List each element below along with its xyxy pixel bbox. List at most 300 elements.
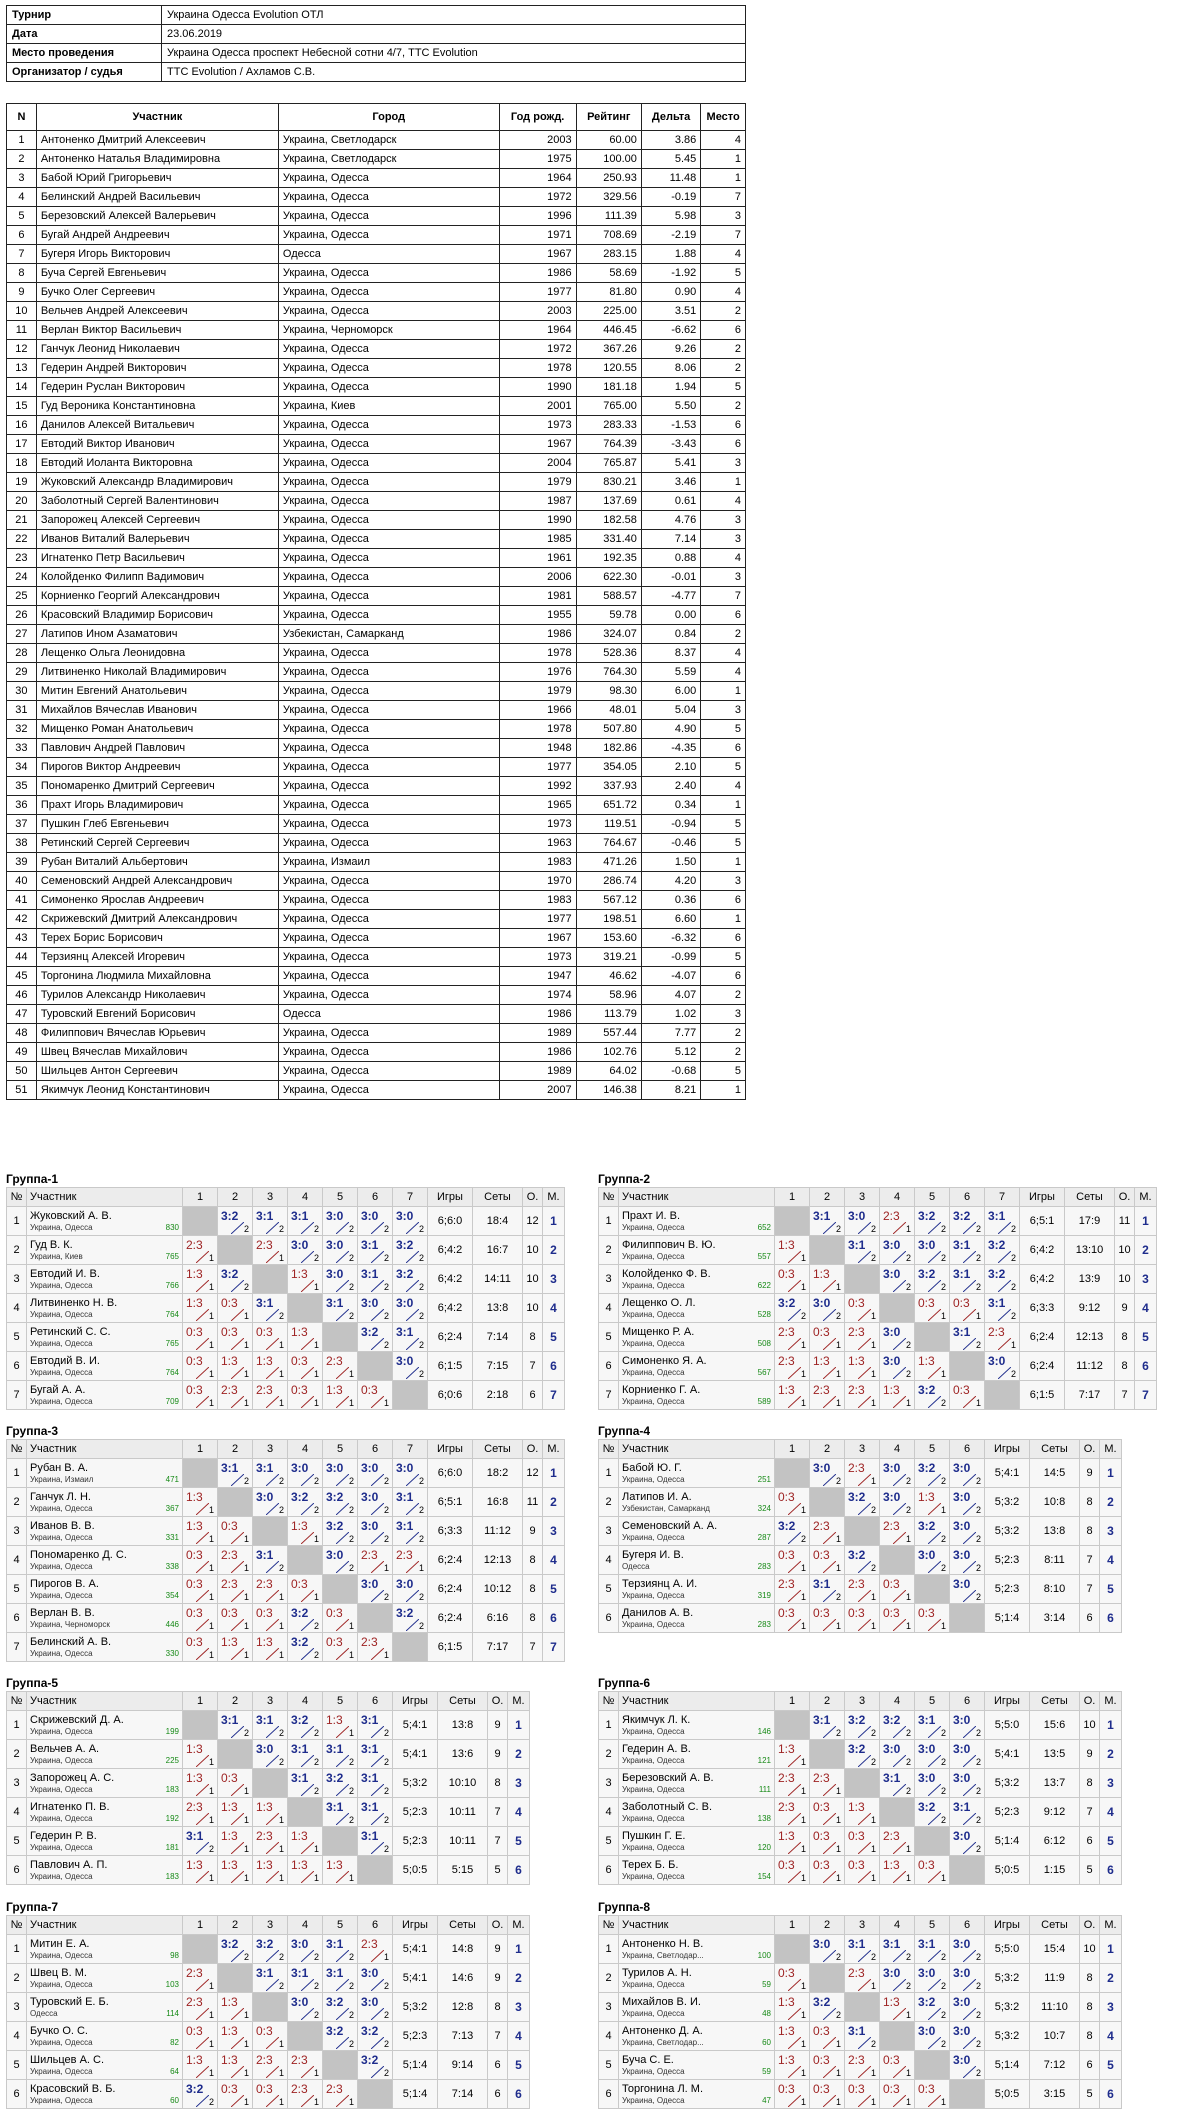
participant-name[interactable]: Березовский А. В. xyxy=(622,1771,714,1784)
match-result-cell[interactable] xyxy=(880,2051,915,2080)
match-result-cell[interactable] xyxy=(358,1381,393,1410)
match-result-cell[interactable] xyxy=(775,1352,810,1381)
match-result-cell[interactable] xyxy=(810,1381,845,1410)
participant-name[interactable]: Жуковский А. В. xyxy=(30,1209,112,1222)
match-result-cell[interactable] xyxy=(775,1294,810,1323)
match-result-cell[interactable] xyxy=(775,1604,810,1633)
match-result-cell[interactable] xyxy=(218,1633,253,1662)
match-result-cell[interactable] xyxy=(775,1323,810,1352)
participant-name[interactable]: Швец В. М. xyxy=(30,1966,87,1979)
match-result-cell[interactable] xyxy=(915,1798,950,1827)
match-result-cell[interactable] xyxy=(845,1546,880,1575)
match-result-cell[interactable] xyxy=(880,1517,915,1546)
match-result-cell[interactable] xyxy=(288,2080,323,2109)
match-result-cell[interactable] xyxy=(183,1856,218,1885)
match-result-cell[interactable] xyxy=(358,1575,393,1604)
match-result-cell[interactable] xyxy=(915,1265,950,1294)
match-result-cell[interactable] xyxy=(253,1207,288,1236)
match-result-cell[interactable] xyxy=(845,1964,880,1993)
match-result-cell[interactable] xyxy=(845,1459,880,1488)
match-result-cell[interactable] xyxy=(880,1575,915,1604)
match-result-cell[interactable] xyxy=(915,1381,950,1410)
participant-name[interactable]: Скрижевский Д. А. xyxy=(30,1713,124,1726)
match-result-cell[interactable] xyxy=(880,2080,915,2109)
match-result-cell[interactable] xyxy=(288,1993,323,2022)
match-result-cell[interactable] xyxy=(393,1352,428,1381)
participant-name[interactable]: Евтодий И. В. xyxy=(30,1267,100,1280)
match-result-cell[interactable] xyxy=(253,1294,288,1323)
match-result-cell[interactable] xyxy=(288,1633,323,1662)
match-result-cell[interactable] xyxy=(950,1381,985,1410)
match-result-cell[interactable] xyxy=(810,1265,845,1294)
match-result-cell[interactable] xyxy=(323,1488,358,1517)
participant-name[interactable]: Верлан В. В. xyxy=(30,1606,95,1619)
match-result-cell[interactable] xyxy=(810,1294,845,1323)
match-result-cell[interactable] xyxy=(393,1323,428,1352)
match-result-cell[interactable] xyxy=(288,1769,323,1798)
participant-name[interactable]: Терех Б. Б. xyxy=(622,1858,679,1871)
match-result-cell[interactable] xyxy=(880,1711,915,1740)
match-result-cell[interactable] xyxy=(880,1827,915,1856)
match-result-cell[interactable] xyxy=(218,1323,253,1352)
match-result-cell[interactable] xyxy=(810,1856,845,1885)
match-result-cell[interactable] xyxy=(845,2051,880,2080)
match-result-cell[interactable] xyxy=(880,1993,915,2022)
match-result-cell[interactable] xyxy=(183,1381,218,1410)
participant-name[interactable]: Бабой Ю. Г. xyxy=(622,1461,682,1474)
match-result-cell[interactable] xyxy=(183,1827,218,1856)
match-result-cell[interactable] xyxy=(323,1993,358,2022)
match-result-cell[interactable] xyxy=(323,1604,358,1633)
match-result-cell[interactable] xyxy=(253,1323,288,1352)
match-result-cell[interactable] xyxy=(358,1798,393,1827)
match-result-cell[interactable] xyxy=(218,1575,253,1604)
match-result-cell[interactable] xyxy=(810,1993,845,2022)
match-result-cell[interactable] xyxy=(810,1546,845,1575)
match-result-cell[interactable] xyxy=(323,2080,358,2109)
match-result-cell[interactable] xyxy=(950,1265,985,1294)
match-result-cell[interactable] xyxy=(323,1352,358,1381)
match-result-cell[interactable] xyxy=(915,1604,950,1633)
match-result-cell[interactable] xyxy=(985,1236,1020,1265)
match-result-cell[interactable] xyxy=(393,1459,428,1488)
match-result-cell[interactable] xyxy=(323,1935,358,1964)
match-result-cell[interactable] xyxy=(358,1633,393,1662)
participant-name[interactable]: Белинский А. В. xyxy=(30,1635,112,1648)
match-result-cell[interactable] xyxy=(915,1740,950,1769)
match-result-cell[interactable] xyxy=(845,1575,880,1604)
participant-name[interactable]: Заболотный С. В. xyxy=(622,1800,713,1813)
match-result-cell[interactable] xyxy=(183,1633,218,1662)
match-result-cell[interactable] xyxy=(915,1459,950,1488)
participant-name[interactable]: Вельчев А. А. xyxy=(30,1742,100,1755)
match-result-cell[interactable] xyxy=(288,1711,323,1740)
match-result-cell[interactable] xyxy=(218,1935,253,1964)
match-result-cell[interactable] xyxy=(218,1827,253,1856)
match-result-cell[interactable] xyxy=(358,1964,393,1993)
match-result-cell[interactable] xyxy=(775,1236,810,1265)
match-result-cell[interactable] xyxy=(810,1604,845,1633)
match-result-cell[interactable] xyxy=(183,2022,218,2051)
participant-name[interactable]: Данилов А. В. xyxy=(622,1606,694,1619)
participant-name[interactable]: Терзиянц А. И. xyxy=(622,1577,698,1590)
match-result-cell[interactable] xyxy=(950,1236,985,1265)
match-result-cell[interactable] xyxy=(183,2051,218,2080)
match-result-cell[interactable] xyxy=(358,1323,393,1352)
match-result-cell[interactable] xyxy=(880,1740,915,1769)
match-result-cell[interactable] xyxy=(880,1323,915,1352)
match-result-cell[interactable] xyxy=(393,1236,428,1265)
match-result-cell[interactable] xyxy=(880,1604,915,1633)
match-result-cell[interactable] xyxy=(288,1381,323,1410)
match-result-cell[interactable] xyxy=(880,1236,915,1265)
participant-name[interactable]: Рубан В. А. xyxy=(30,1461,89,1474)
match-result-cell[interactable] xyxy=(775,1740,810,1769)
participant-name[interactable]: Евтодий В. И. xyxy=(30,1354,100,1367)
match-result-cell[interactable] xyxy=(845,2080,880,2109)
match-result-cell[interactable] xyxy=(880,1856,915,1885)
match-result-cell[interactable] xyxy=(358,1740,393,1769)
match-result-cell[interactable] xyxy=(880,1488,915,1517)
match-result-cell[interactable] xyxy=(253,1604,288,1633)
participant-name[interactable]: Пономаренко Д. С. xyxy=(30,1548,127,1561)
match-result-cell[interactable] xyxy=(810,1798,845,1827)
match-result-cell[interactable] xyxy=(253,1827,288,1856)
match-result-cell[interactable] xyxy=(288,1740,323,1769)
match-result-cell[interactable] xyxy=(915,1993,950,2022)
match-result-cell[interactable] xyxy=(845,1352,880,1381)
participant-name[interactable]: Гедерин А. В. xyxy=(622,1742,691,1755)
match-result-cell[interactable] xyxy=(183,1769,218,1798)
match-result-cell[interactable] xyxy=(218,1459,253,1488)
match-result-cell[interactable] xyxy=(288,1517,323,1546)
match-result-cell[interactable] xyxy=(358,2022,393,2051)
match-result-cell[interactable] xyxy=(323,1769,358,1798)
match-result-cell[interactable] xyxy=(288,1856,323,1885)
match-result-cell[interactable] xyxy=(358,1236,393,1265)
match-result-cell[interactable] xyxy=(775,1993,810,2022)
match-result-cell[interactable] xyxy=(950,1711,985,1740)
participant-name[interactable]: Буча С. Е. xyxy=(622,2053,674,2066)
match-result-cell[interactable] xyxy=(218,1381,253,1410)
match-result-cell[interactable] xyxy=(393,1575,428,1604)
match-result-cell[interactable] xyxy=(253,1633,288,1662)
match-result-cell[interactable] xyxy=(915,1207,950,1236)
match-result-cell[interactable] xyxy=(775,2051,810,2080)
match-result-cell[interactable] xyxy=(810,2051,845,2080)
match-result-cell[interactable] xyxy=(323,1964,358,1993)
match-result-cell[interactable] xyxy=(218,1711,253,1740)
match-result-cell[interactable] xyxy=(775,1575,810,1604)
match-result-cell[interactable] xyxy=(358,1827,393,1856)
match-result-cell[interactable] xyxy=(393,1265,428,1294)
match-result-cell[interactable] xyxy=(183,1993,218,2022)
match-result-cell[interactable] xyxy=(253,1798,288,1827)
match-result-cell[interactable] xyxy=(323,1856,358,1885)
match-result-cell[interactable] xyxy=(253,1546,288,1575)
participant-name[interactable]: Колойденко Ф. В. xyxy=(622,1267,711,1280)
match-result-cell[interactable] xyxy=(810,1207,845,1236)
match-result-cell[interactable] xyxy=(288,1935,323,1964)
match-result-cell[interactable] xyxy=(323,1711,358,1740)
participant-name[interactable]: Прахт И. В. xyxy=(622,1209,681,1222)
match-result-cell[interactable] xyxy=(323,1236,358,1265)
match-result-cell[interactable] xyxy=(845,1236,880,1265)
match-result-cell[interactable] xyxy=(288,1236,323,1265)
participant-name[interactable]: Мищенко Р. А. xyxy=(622,1325,695,1338)
match-result-cell[interactable] xyxy=(810,1575,845,1604)
match-result-cell[interactable] xyxy=(288,2051,323,2080)
participant-name[interactable]: Бугеря И. В. xyxy=(622,1548,684,1561)
match-result-cell[interactable] xyxy=(358,1935,393,1964)
match-result-cell[interactable] xyxy=(915,1964,950,1993)
match-result-cell[interactable] xyxy=(358,1711,393,1740)
match-result-cell[interactable] xyxy=(183,1546,218,1575)
match-result-cell[interactable] xyxy=(775,1488,810,1517)
match-result-cell[interactable] xyxy=(393,1517,428,1546)
participant-name[interactable]: Михайлов В. И. xyxy=(622,1995,701,2008)
match-result-cell[interactable] xyxy=(775,1769,810,1798)
match-result-cell[interactable] xyxy=(985,1352,1020,1381)
match-result-cell[interactable] xyxy=(845,1207,880,1236)
match-result-cell[interactable] xyxy=(845,1604,880,1633)
match-result-cell[interactable] xyxy=(288,1459,323,1488)
match-result-cell[interactable] xyxy=(880,1935,915,1964)
participant-name[interactable]: Иванов В. В. xyxy=(30,1519,95,1532)
match-result-cell[interactable] xyxy=(253,1964,288,1993)
match-result-cell[interactable] xyxy=(288,1265,323,1294)
match-result-cell[interactable] xyxy=(183,1964,218,1993)
match-result-cell[interactable] xyxy=(915,1352,950,1381)
match-result-cell[interactable] xyxy=(810,1935,845,1964)
match-result-cell[interactable] xyxy=(880,1207,915,1236)
match-result-cell[interactable] xyxy=(950,1964,985,1993)
match-result-cell[interactable] xyxy=(985,1294,1020,1323)
match-result-cell[interactable] xyxy=(950,1546,985,1575)
match-result-cell[interactable] xyxy=(253,1740,288,1769)
match-result-cell[interactable] xyxy=(950,1798,985,1827)
match-result-cell[interactable] xyxy=(985,1265,1020,1294)
participant-name[interactable]: Митин Е. А. xyxy=(30,1937,90,1950)
match-result-cell[interactable] xyxy=(950,1740,985,1769)
match-result-cell[interactable] xyxy=(880,1769,915,1798)
match-result-cell[interactable] xyxy=(915,1517,950,1546)
match-result-cell[interactable] xyxy=(880,1964,915,1993)
match-result-cell[interactable] xyxy=(845,1856,880,1885)
match-result-cell[interactable] xyxy=(810,2022,845,2051)
match-result-cell[interactable] xyxy=(323,1633,358,1662)
match-result-cell[interactable] xyxy=(915,1935,950,1964)
participant-name[interactable]: Ретинский С. С. xyxy=(30,1325,111,1338)
match-result-cell[interactable] xyxy=(358,1546,393,1575)
match-result-cell[interactable] xyxy=(915,1769,950,1798)
participant-name[interactable]: Павлович А. П. xyxy=(30,1858,108,1871)
participant-name[interactable]: Игнатенко П. В. xyxy=(30,1800,110,1813)
match-result-cell[interactable] xyxy=(358,1769,393,1798)
participant-name[interactable]: Лещенко О. Л. xyxy=(622,1296,696,1309)
match-result-cell[interactable] xyxy=(880,1352,915,1381)
match-result-cell[interactable] xyxy=(810,1769,845,1798)
match-result-cell[interactable] xyxy=(183,1604,218,1633)
match-result-cell[interactable] xyxy=(253,1459,288,1488)
match-result-cell[interactable] xyxy=(323,1517,358,1546)
participant-name[interactable]: Запорожец А. С. xyxy=(30,1771,115,1784)
match-result-cell[interactable] xyxy=(358,2051,393,2080)
match-result-cell[interactable] xyxy=(253,1236,288,1265)
match-result-cell[interactable] xyxy=(810,1459,845,1488)
match-result-cell[interactable] xyxy=(218,1769,253,1798)
match-result-cell[interactable] xyxy=(183,1488,218,1517)
match-result-cell[interactable] xyxy=(253,1856,288,1885)
match-result-cell[interactable] xyxy=(253,2022,288,2051)
participant-name[interactable]: Антоненко Д. А. xyxy=(622,2024,703,2037)
match-result-cell[interactable] xyxy=(218,1207,253,1236)
match-result-cell[interactable] xyxy=(845,1827,880,1856)
match-result-cell[interactable] xyxy=(810,1517,845,1546)
participant-name[interactable]: Литвиненко Н. В. xyxy=(30,1296,118,1309)
match-result-cell[interactable] xyxy=(985,1207,1020,1236)
match-result-cell[interactable] xyxy=(845,1740,880,1769)
match-result-cell[interactable] xyxy=(218,1856,253,1885)
match-result-cell[interactable] xyxy=(845,1798,880,1827)
match-result-cell[interactable] xyxy=(183,2080,218,2109)
match-result-cell[interactable] xyxy=(775,1265,810,1294)
match-result-cell[interactable] xyxy=(775,1827,810,1856)
match-result-cell[interactable] xyxy=(358,1459,393,1488)
match-result-cell[interactable] xyxy=(218,1352,253,1381)
match-result-cell[interactable] xyxy=(915,1546,950,1575)
participant-name[interactable]: Гуд В. К. xyxy=(30,1238,73,1251)
match-result-cell[interactable] xyxy=(915,1488,950,1517)
participant-name[interactable]: Торгонина Л. М. xyxy=(622,2082,704,2095)
match-result-cell[interactable] xyxy=(253,1575,288,1604)
match-result-cell[interactable] xyxy=(253,1381,288,1410)
participant-name[interactable]: Гедерин Р. В. xyxy=(30,1829,97,1842)
match-result-cell[interactable] xyxy=(218,2080,253,2109)
match-result-cell[interactable] xyxy=(288,1575,323,1604)
match-result-cell[interactable] xyxy=(915,2022,950,2051)
match-result-cell[interactable] xyxy=(358,1294,393,1323)
match-result-cell[interactable] xyxy=(358,1517,393,1546)
match-result-cell[interactable] xyxy=(218,1604,253,1633)
match-result-cell[interactable] xyxy=(393,1546,428,1575)
match-result-cell[interactable] xyxy=(183,1740,218,1769)
match-result-cell[interactable] xyxy=(218,1265,253,1294)
match-result-cell[interactable] xyxy=(810,1827,845,1856)
match-result-cell[interactable] xyxy=(985,1323,1020,1352)
participant-name[interactable]: Симоненко Я. А. xyxy=(622,1354,707,1367)
match-result-cell[interactable] xyxy=(288,1827,323,1856)
match-result-cell[interactable] xyxy=(950,1935,985,1964)
match-result-cell[interactable] xyxy=(775,1964,810,1993)
participant-name[interactable]: Пирогов В. А. xyxy=(30,1577,99,1590)
match-result-cell[interactable] xyxy=(775,1546,810,1575)
match-result-cell[interactable] xyxy=(775,1798,810,1827)
match-result-cell[interactable] xyxy=(253,2051,288,2080)
match-result-cell[interactable] xyxy=(218,1517,253,1546)
match-result-cell[interactable] xyxy=(393,1604,428,1633)
match-result-cell[interactable] xyxy=(880,1459,915,1488)
match-result-cell[interactable] xyxy=(810,1352,845,1381)
match-result-cell[interactable] xyxy=(950,1575,985,1604)
match-result-cell[interactable] xyxy=(950,1517,985,1546)
match-result-cell[interactable] xyxy=(810,1323,845,1352)
match-result-cell[interactable] xyxy=(253,2080,288,2109)
match-result-cell[interactable] xyxy=(915,1856,950,1885)
match-result-cell[interactable] xyxy=(183,1517,218,1546)
match-result-cell[interactable] xyxy=(358,1993,393,2022)
match-result-cell[interactable] xyxy=(810,1711,845,1740)
participant-name[interactable]: Пушкин Г. Е. xyxy=(622,1829,686,1842)
match-result-cell[interactable] xyxy=(218,1546,253,1575)
match-result-cell[interactable] xyxy=(323,1207,358,1236)
match-result-cell[interactable] xyxy=(183,1352,218,1381)
match-result-cell[interactable] xyxy=(915,1711,950,1740)
match-result-cell[interactable] xyxy=(218,1993,253,2022)
match-result-cell[interactable] xyxy=(323,1740,358,1769)
match-result-cell[interactable] xyxy=(253,1711,288,1740)
match-result-cell[interactable] xyxy=(323,1294,358,1323)
match-result-cell[interactable] xyxy=(288,1604,323,1633)
match-result-cell[interactable] xyxy=(845,1381,880,1410)
match-result-cell[interactable] xyxy=(845,2022,880,2051)
match-result-cell[interactable] xyxy=(323,1546,358,1575)
match-result-cell[interactable] xyxy=(915,1294,950,1323)
participant-name[interactable]: Шильцев А. С. xyxy=(30,2053,105,2066)
match-result-cell[interactable] xyxy=(845,1323,880,1352)
match-result-cell[interactable] xyxy=(358,1488,393,1517)
match-result-cell[interactable] xyxy=(253,1352,288,1381)
participant-name[interactable]: Ганчук Л. Н. xyxy=(30,1490,91,1503)
match-result-cell[interactable] xyxy=(358,1265,393,1294)
participant-name[interactable]: Латипов И. А. xyxy=(622,1490,692,1503)
match-result-cell[interactable] xyxy=(950,1207,985,1236)
participant-name[interactable]: Семеновский А. А. xyxy=(622,1519,718,1532)
match-result-cell[interactable] xyxy=(950,1459,985,1488)
match-result-cell[interactable] xyxy=(323,1381,358,1410)
participant-name[interactable]: Антоненко Н. В. xyxy=(622,1937,704,1950)
match-result-cell[interactable] xyxy=(288,1207,323,1236)
match-result-cell[interactable] xyxy=(845,1294,880,1323)
match-result-cell[interactable] xyxy=(183,1798,218,1827)
match-result-cell[interactable] xyxy=(950,1323,985,1352)
match-result-cell[interactable] xyxy=(950,1993,985,2022)
participant-name[interactable]: Туровский Е. Б. xyxy=(30,1995,109,2008)
participant-name[interactable]: Корниенко Г. А. xyxy=(622,1383,701,1396)
match-result-cell[interactable] xyxy=(845,1488,880,1517)
match-result-cell[interactable] xyxy=(323,1798,358,1827)
match-result-cell[interactable] xyxy=(288,1352,323,1381)
match-result-cell[interactable] xyxy=(358,1207,393,1236)
match-result-cell[interactable] xyxy=(950,1488,985,1517)
match-result-cell[interactable] xyxy=(775,2080,810,2109)
match-result-cell[interactable] xyxy=(183,1265,218,1294)
match-result-cell[interactable] xyxy=(183,1294,218,1323)
match-result-cell[interactable] xyxy=(218,2051,253,2080)
match-result-cell[interactable] xyxy=(253,1935,288,1964)
match-result-cell[interactable] xyxy=(288,1964,323,1993)
match-result-cell[interactable] xyxy=(183,1323,218,1352)
match-result-cell[interactable] xyxy=(218,1798,253,1827)
match-result-cell[interactable] xyxy=(775,1517,810,1546)
match-result-cell[interactable] xyxy=(775,1856,810,1885)
match-result-cell[interactable] xyxy=(183,1575,218,1604)
match-result-cell[interactable] xyxy=(253,1488,288,1517)
match-result-cell[interactable] xyxy=(880,1265,915,1294)
match-result-cell[interactable] xyxy=(393,1207,428,1236)
match-result-cell[interactable] xyxy=(845,1711,880,1740)
match-result-cell[interactable] xyxy=(393,1294,428,1323)
